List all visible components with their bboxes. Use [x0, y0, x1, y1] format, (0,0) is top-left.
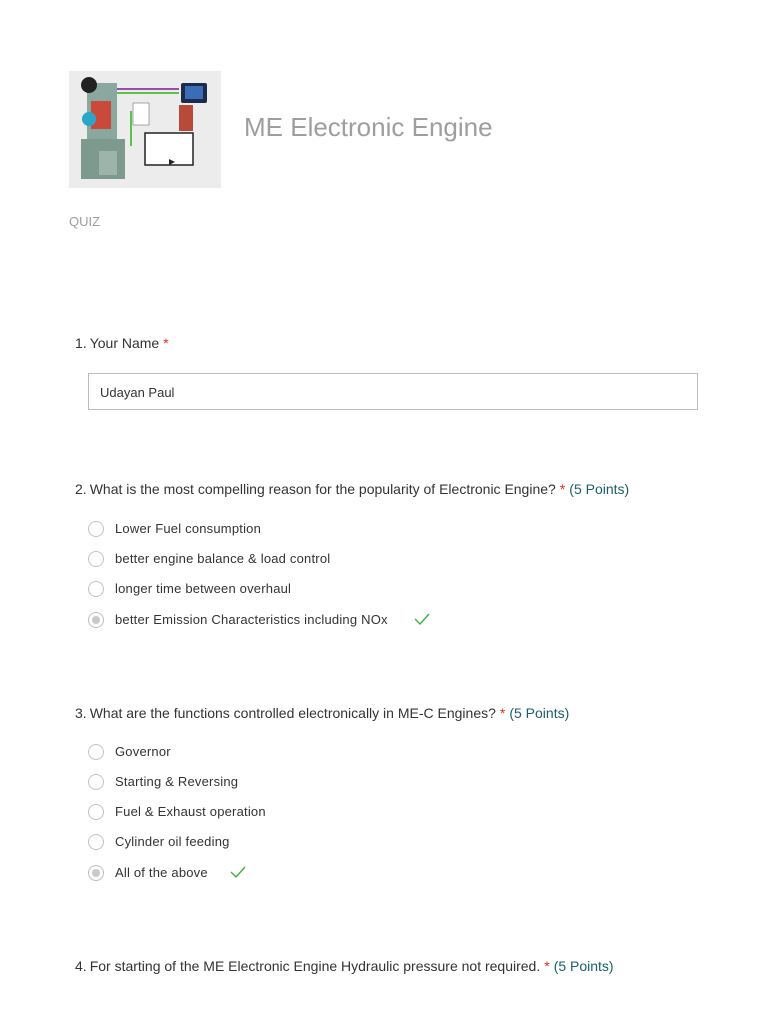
radio-button[interactable] — [88, 521, 104, 537]
question-text: Your Name — [89, 335, 160, 351]
required-marker: * — [499, 705, 506, 721]
question-1 — [75, 335, 169, 351]
question-number: 4. — [75, 958, 87, 974]
required-marker: * — [559, 481, 566, 497]
form-type-label: QUIZ — [69, 214, 101, 229]
radio-button[interactable] — [88, 581, 104, 597]
engine-diagram-illustration — [69, 71, 221, 188]
radio-button[interactable] — [88, 744, 104, 760]
question-4 — [75, 958, 614, 974]
required-marker: * — [544, 958, 550, 974]
points-label: (5 Points) — [553, 958, 614, 974]
option-label: Lower Fuel consumption — [115, 521, 262, 536]
points-label: (5 Points) — [569, 481, 630, 497]
radio-button[interactable] — [88, 804, 104, 820]
question-text: What are the functions controlled electronically in ME-C Engines? — [89, 705, 496, 721]
question-number: 3. — [75, 705, 87, 721]
question-2 — [75, 481, 629, 497]
question-text: For starting of the ME Electronic Engine Hydraulic pressure not required. — [89, 958, 541, 974]
header-image — [69, 71, 221, 188]
radio-button-selected[interactable] — [88, 612, 104, 628]
checkmark-icon — [229, 863, 247, 881]
points-label: (5 Points) — [509, 705, 570, 721]
required-marker: * — [163, 335, 169, 351]
question-number: 1. — [75, 335, 87, 351]
radio-button[interactable] — [88, 551, 104, 567]
option-label: longer time between overhaul — [115, 581, 292, 596]
question-number: 2. — [75, 481, 87, 497]
option-label: Governor — [115, 744, 171, 759]
option-label: Fuel & Exhaust operation — [115, 804, 266, 819]
checkmark-icon — [413, 610, 431, 628]
form-title: ME Electronic Engine — [244, 112, 493, 142]
option-label: All of the above — [115, 865, 208, 880]
option-label: Cylinder oil feeding — [115, 834, 230, 849]
radio-button[interactable] — [88, 774, 104, 790]
name-input[interactable]: Udayan Paul — [88, 373, 698, 410]
option-label: better Emission Characteristics including NOx — [115, 612, 388, 627]
radio-button-selected[interactable] — [88, 865, 104, 881]
option-label: better engine balance & load control — [115, 551, 331, 566]
radio-button[interactable] — [88, 834, 104, 850]
question-text: What is the most compelling reason for the popularity of Electronic Engine? — [89, 481, 556, 497]
question-3 — [75, 705, 569, 721]
option-label: Starting & Reversing — [115, 774, 239, 789]
